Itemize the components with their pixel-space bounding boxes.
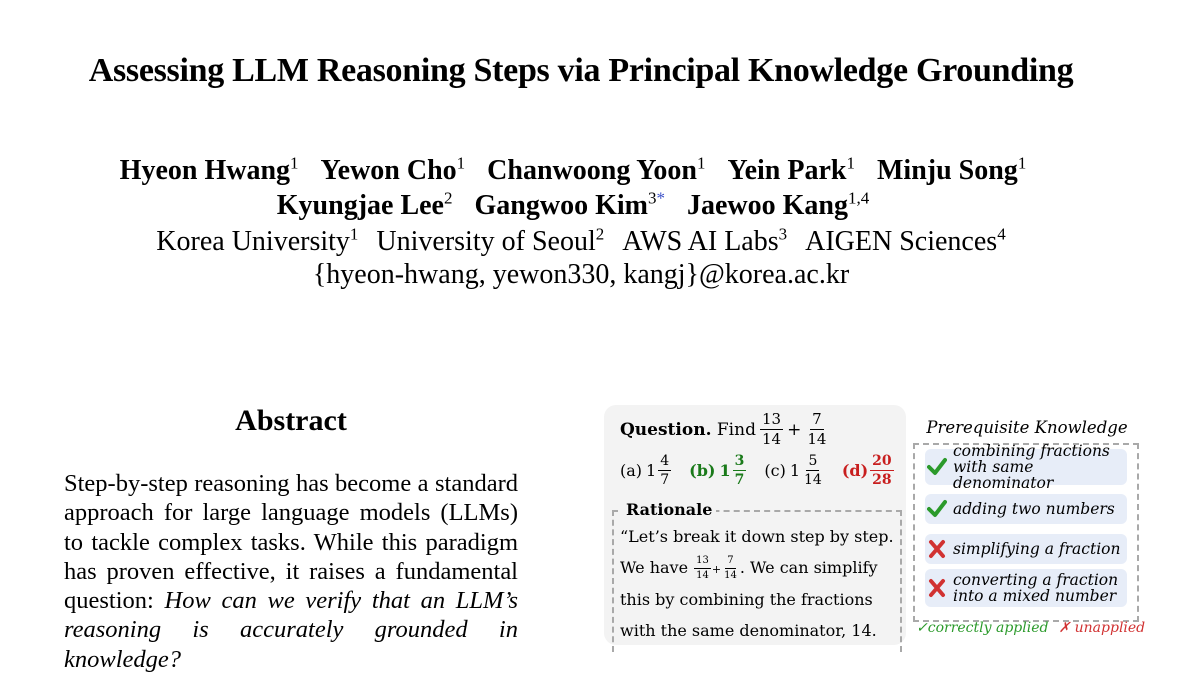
author-name (727, 155, 855, 186)
answer-choice (842, 454, 898, 487)
choice-whole: 1 (789, 461, 800, 480)
author-name-text: Gangwoo Kim (474, 190, 648, 222)
knowledge-item-text: adding two numbers (953, 500, 1115, 518)
choice-label: (c) (764, 461, 786, 480)
author-name-text: Minju Song (876, 155, 1018, 187)
knowledge-item-text: converting a fraction into a mixed number (953, 571, 1119, 605)
author-name (475, 190, 665, 221)
knowledge-item (925, 494, 1127, 524)
legend-correct: ✓correctly applied (916, 620, 1049, 636)
choice-label: (d) (841, 461, 869, 480)
rationale-line-4: with the same denominator, 14. (620, 620, 877, 640)
affiliation-number: 1 (696, 154, 706, 173)
fraction-denominator: 28 (872, 472, 892, 488)
author-name-text: Hyeon Hwang (119, 155, 291, 187)
affiliation (805, 226, 1006, 257)
author-affiliation-mark (457, 154, 466, 173)
question-line (620, 412, 832, 447)
corresponding-author-mark: * (656, 189, 665, 208)
affiliation-number: 1 (349, 225, 359, 244)
affiliation-name: University of Seoul (376, 226, 596, 258)
affiliation-list (0, 225, 1162, 258)
cross-icon (927, 578, 947, 598)
rationale-line-2 (620, 553, 896, 586)
rationale-line-2-suffix: . We can simplify (739, 557, 878, 577)
rationale-line-3: this by combining the fractions (620, 590, 873, 609)
author-list-line-1 (0, 154, 1146, 187)
question-fraction-1 (760, 412, 783, 447)
affiliation-number: 1,4 (847, 189, 870, 208)
affiliation-name: AIGEN Sciences (805, 226, 998, 258)
fraction-numerator: 13 (761, 410, 782, 428)
abstract-text (64, 469, 518, 674)
affiliation (376, 226, 604, 257)
answer-choice (620, 454, 675, 487)
fraction-numerator: 13 (694, 556, 711, 569)
author-name (321, 155, 466, 186)
author-affiliation-mark (290, 154, 299, 173)
fraction-denominator: 7 (660, 472, 670, 488)
affiliation-number: 2 (444, 189, 453, 208)
rationale-operator: + (711, 562, 722, 576)
prerequisite-knowledge-title: Prerequisite Knowledge (926, 418, 1128, 437)
choice-fraction (658, 454, 671, 487)
abstract-text-question: How can we verify that an LLM’s reasoning is accurately grounded in knowledge? (64, 587, 518, 673)
rationale-text (620, 522, 896, 646)
affiliation (156, 226, 358, 257)
author-affiliation-mark (648, 189, 665, 208)
choice-label: (a) (620, 461, 643, 480)
answer-choice (764, 454, 827, 487)
knowledge-item-text: combining fractions with same denominator (953, 442, 1110, 492)
choice-whole: 1 (646, 461, 657, 480)
author-name (877, 155, 1026, 186)
rationale-fraction-2 (722, 556, 739, 581)
fraction-numerator: 4 (660, 453, 670, 469)
fraction-denominator: 14 (761, 430, 782, 448)
question-label: Question. (620, 419, 712, 440)
affiliation-name: Korea University (156, 226, 350, 258)
fraction-denominator: 14 (724, 569, 737, 581)
paper-title: Assessing LLM Reasoning Steps via Principal Knowledge Grounding (88, 52, 1074, 89)
affiliation-number: 3 (778, 225, 788, 244)
answer-choice (689, 454, 750, 487)
answer-choices (620, 454, 898, 487)
author-name (687, 190, 869, 221)
affiliation-number: 1 (1017, 154, 1027, 173)
affiliation (622, 226, 787, 257)
author-name (120, 155, 299, 186)
affiliation-number: 2 (595, 225, 605, 244)
fraction-numerator: 7 (812, 410, 822, 428)
knowledge-item (925, 534, 1127, 564)
author-name-text: Yewon Cho (320, 155, 457, 187)
author-name (277, 190, 453, 221)
question-prefix: Find (716, 419, 756, 440)
knowledge-item (925, 569, 1127, 607)
author-affiliation-mark (846, 154, 855, 173)
rationale-line-1: “Let’s break it down step by step. (620, 527, 894, 546)
fraction-numerator: 3 (734, 453, 745, 469)
check-icon (927, 499, 947, 519)
choice-whole: 1 (719, 461, 731, 480)
fraction-denominator: 14 (696, 569, 709, 581)
abstract-heading: Abstract (235, 404, 347, 437)
fraction-numerator: 7 (725, 556, 735, 569)
author-list-line-2 (0, 189, 1146, 222)
knowledge-item-text: simplifying a fraction (953, 540, 1121, 558)
legend-unapplied: ✗ unapplied (1058, 620, 1146, 636)
question-operator: + (787, 419, 802, 440)
affiliation-number: 4 (997, 225, 1006, 244)
choice-label: (b) (689, 461, 716, 480)
choice-fraction (733, 454, 747, 487)
author-name-text: Chanwoong Yoon (487, 155, 697, 187)
fraction-denominator: 14 (807, 430, 827, 448)
author-affiliation-mark (848, 189, 869, 208)
fraction-denominator: 14 (804, 472, 822, 488)
affiliation-name: AWS AI Labs (622, 226, 779, 258)
affiliation-number: 1 (290, 154, 299, 173)
fraction-denominator: 7 (734, 472, 745, 488)
author-name-text: Yein Park (727, 155, 847, 187)
figure-legend (916, 620, 1145, 636)
affiliation-number: 1 (456, 154, 466, 173)
author-affiliation-mark (444, 189, 453, 208)
fraction-numerator: 20 (872, 453, 892, 469)
rationale-fraction-1 (694, 556, 711, 581)
author-name-text: Jaewoo Kang (686, 190, 848, 222)
rationale-line-2-prefix: We have (620, 557, 689, 577)
author-affiliation-mark (697, 154, 706, 173)
author-affiliation-mark (1018, 154, 1027, 173)
contact-email: {hyeon-hwang, yewon330, kangj}@korea.ac.kr (312, 259, 850, 290)
choice-fraction (870, 454, 893, 487)
check-icon (927, 457, 947, 477)
fraction-numerator: 5 (808, 453, 818, 469)
rationale-label: Rationale (622, 500, 716, 519)
abstract-text-plain: Step-by-step reasoning has become a standard approach for large language models (LLMs) to tackle complex tasks. While this paradigm has proven effective, it raises a fundamental question: (64, 470, 518, 615)
author-name (487, 155, 705, 186)
author-name-text: Kyungjae Lee (276, 190, 444, 222)
cross-icon (927, 539, 947, 559)
choice-fraction (802, 454, 824, 487)
knowledge-item (925, 442, 1127, 492)
question-fraction-2 (805, 412, 828, 447)
affiliation-number: 1 (846, 154, 855, 173)
affiliation-number: 3 (647, 189, 657, 208)
